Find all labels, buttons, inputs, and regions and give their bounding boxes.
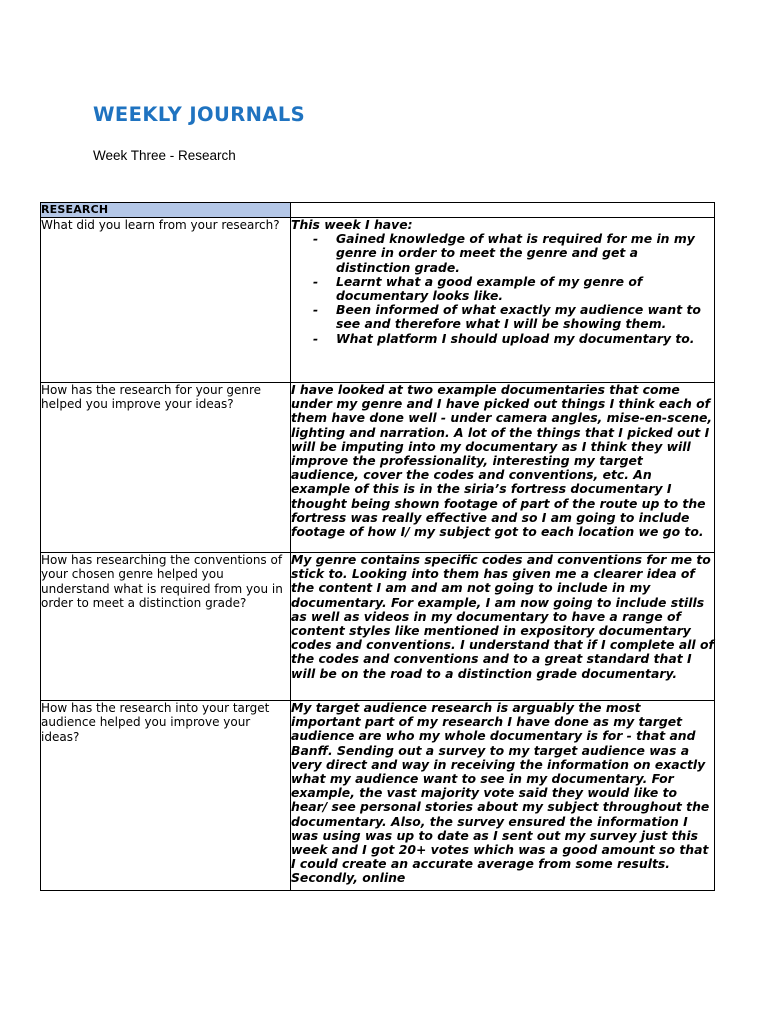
question-cell: How has the research into your target audience helped you improve your ideas? <box>41 701 291 891</box>
table-row <box>41 383 715 553</box>
answer-intro: This week I have: <box>291 217 413 232</box>
table-row <box>41 701 715 891</box>
section-label: RESEARCH <box>41 203 291 218</box>
table-row <box>41 553 715 701</box>
question-cell: How has researching the conventions of your chosen genre helped you understand what is required from you in order to meet a distinction grade? <box>41 553 291 701</box>
page-subtitle: Week Three - Research <box>93 148 236 163</box>
section-header-blank <box>291 203 715 218</box>
answer-cell: My target audience research is arguably the most important part of my research I have done as my target audience are who my whole documentary is for - that and Banff. Sending out a survey to my target audience was a very direct and way in receiving the information on exactly what my audience want to see in my documentary. For example, the vast majority vote said they would like to hear/ see personal stories about my subject throughout the documentary. Also, the survey ensured the information I was using was up to date as I sent out my survey just this week and I got 20+ votes which was a good amount so that I could create an accurate average from some results. Secondly, online <box>291 701 715 891</box>
list-item: - Gained knowledge of what is required for me in my genre in order to meet the genre and get a distinction grade. <box>336 232 714 275</box>
question-cell: What did you learn from your research? <box>41 218 291 383</box>
list-item: - What platform I should upload my documentary to. <box>336 332 714 346</box>
answer-cell: My genre contains specific codes and conventions for me to stick to. Looking into them has given me a clearer idea of the content I am and am not going to include in my documentary. For example, I am now going to include stills as well as videos in my documentary to have a range of content styles like mentioned in expository documentary codes and conventions. I understand that if I complete all of the codes and conventions and to a great standard that I will be on the road to a distinction grade documentary. <box>291 553 715 701</box>
table-header-row <box>41 203 715 218</box>
journal-table <box>40 202 715 891</box>
answer-cell: I have looked at two example documentaries that come under my genre and I have picked out things I think each of them have done well - under camera angles, mise-en-scene, lighting and narration. A lot of the things that I picked out I will be imputing into my documentary as I think they will improve the professionality, interesting my target audience, cover the codes and conventions, etc. An example of this is in the siria’s fortress documentary I thought being shown footage of part of the route up to the fortress was really effective and so I am going to include footage of how I/ my subject got to each location we go to. <box>291 383 715 553</box>
list-item: - Learnt what a good example of my genre of documentary looks like. <box>336 275 714 303</box>
answer-list <box>291 232 714 346</box>
table-row <box>41 218 715 383</box>
list-item: - Been informed of what exactly my audience want to see and therefore what I will be showing them. <box>336 303 714 331</box>
answer-cell <box>291 218 715 383</box>
page-title: WEEKLY JOURNALS <box>93 103 306 126</box>
question-cell: How has the research for your genre helped you improve your ideas? <box>41 383 291 553</box>
